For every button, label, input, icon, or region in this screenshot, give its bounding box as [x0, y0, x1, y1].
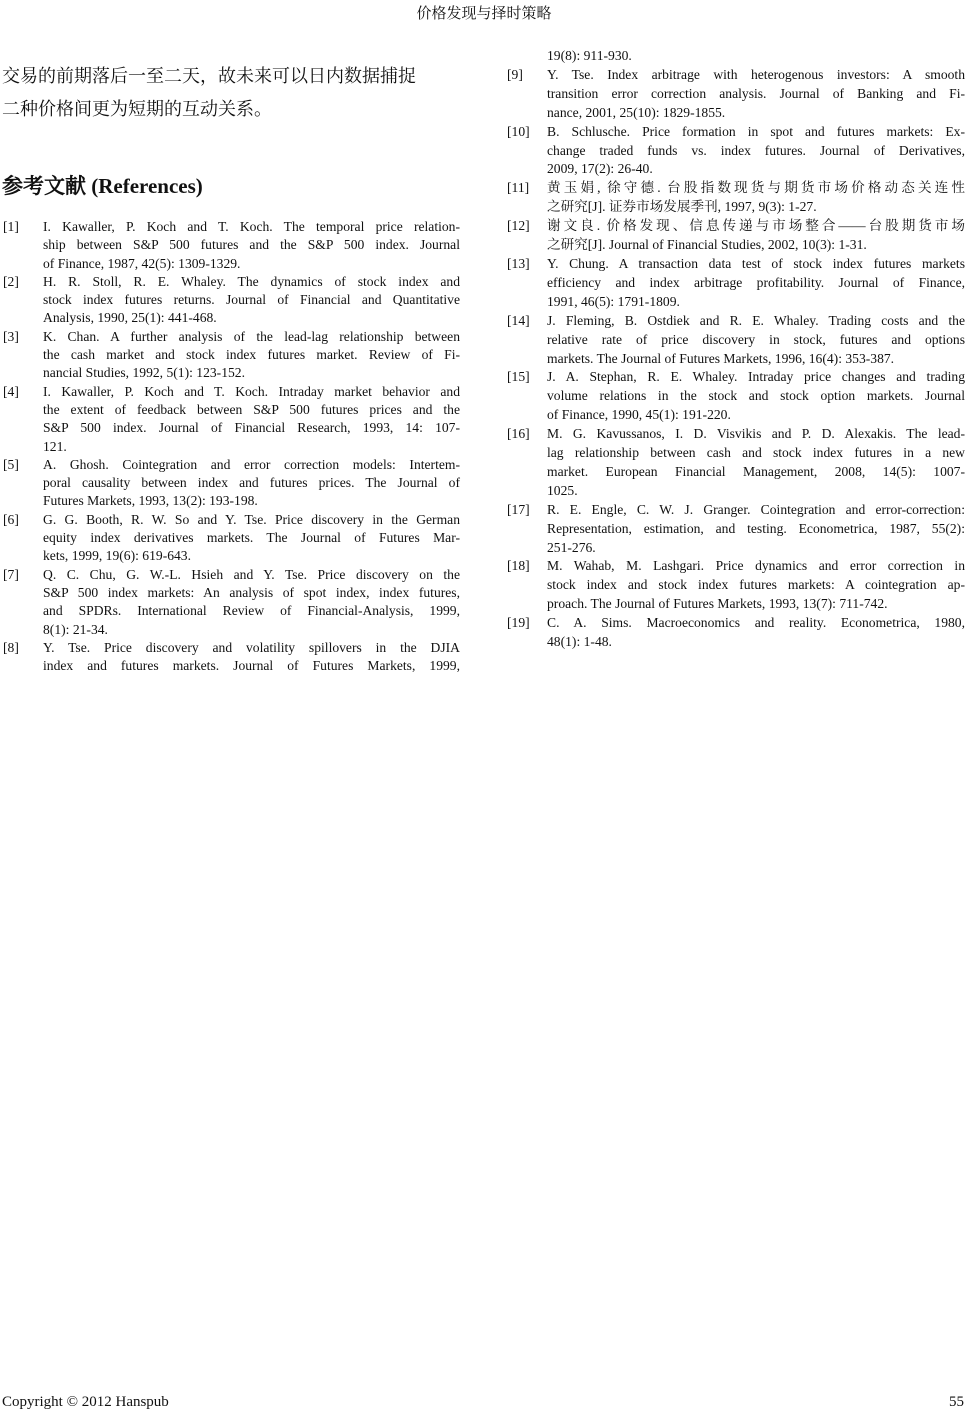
reference-number: [1] [3, 219, 19, 234]
reference-line: 19(8): 911-930. [547, 48, 632, 63]
running-header: 价格发现与择时策略 [416, 6, 552, 22]
reference-number: [8] [3, 639, 19, 655]
reference-number: [15] [507, 369, 530, 385]
reference-number: [16] [507, 426, 530, 442]
reference-number: [19] [507, 615, 530, 631]
reference-line: Futures Markets, 1993, 13(2): 193-198. [43, 493, 258, 509]
reference-line: 8(1): 21-34. [43, 621, 108, 637]
reference-number: [7] [3, 566, 19, 582]
reference-number: [4] [3, 383, 19, 399]
reference-line: B. Schlusche. Price formation in spot and futures markets: Ex- [547, 123, 965, 139]
reference-line: stock index and stock index futures markets: A cointegration ap- [547, 577, 965, 593]
reference-number: [3] [3, 328, 19, 344]
reference-line: Representation, estimation, and testing. Econometrica, 1987, 55(2): [547, 520, 965, 536]
reference-line: volume relations in the stock and stock option markets. Journal [547, 388, 965, 404]
reference-line: M. Wahab, M. Lashgari. Price dynamics and error correction in [547, 558, 965, 574]
reference-line: 2009, 17(2): 26-40. [547, 161, 653, 177]
reference-number: [14] [507, 312, 530, 328]
reference-line: of Finance, 1990, 45(1): 191-220. [547, 407, 731, 423]
reference-line: index and futures markets. Journal of Futures Markets, 1999, [43, 658, 460, 674]
reference-line: M. G. Kavussanos, I. D. Visvikis and P. D. Alexakis. The lead- [547, 426, 965, 442]
reference-line: 48(1): 1-48. [547, 634, 612, 650]
references-list-left [3, 218, 460, 675]
reference-line: 之研究[J]. 证券市场发展季刊, 1997, 9(3): 1-27. [547, 199, 817, 215]
reference-line: C. A. Sims. Macroeconomics and reality. Econometrica, 1980, [547, 615, 965, 631]
reference-line: markets. The Journal of Futures Markets, 1996, 16(4): 353-387. [547, 350, 895, 366]
reference-line: relative rate of price discovery in stock, futures and options [547, 331, 965, 347]
paragraph-line: 二种价格间更为短期的互动关系。 [2, 99, 272, 119]
footer-copyright: Copyright © 2012 Hanspub [2, 1394, 169, 1410]
references-heading: 参考文献 (References) [2, 174, 203, 198]
reference-line: change traded funds vs. index futures. Journal of Derivatives, [547, 142, 965, 158]
reference-line: and SPDRs. International Review of Financial-Analysis, 1999, [43, 603, 460, 619]
reference-line: S&P 500 index markets: An analysis of spot index, index futures, [43, 584, 460, 600]
reference-line: equity index derivatives markets. The Journal of Futures Mar- [43, 530, 460, 546]
reference-line: of Finance, 1987, 42(5): 1309-1329. [43, 255, 241, 271]
reference-line: Y. Tse. Price discovery and volatility spillovers in the DJIA [43, 639, 460, 655]
reference-item [3, 383, 460, 456]
reference-item [3, 273, 460, 328]
reference-line: 251-276. [547, 539, 596, 555]
reference-line: G. G. Booth, R. W. So and Y. Tse. Price discovery in the German [43, 511, 460, 527]
reference-number: [11] [507, 180, 530, 196]
reference-number: [12] [507, 218, 530, 234]
reference-line: A. Ghosh. Cointegration and error correction models: Intertem- [43, 456, 460, 472]
reference-item [3, 511, 460, 566]
reference-line: market. European Financial Management, 2008, 14(5): 1007- [547, 463, 965, 479]
reference-item [507, 312, 965, 369]
reference-line: Q. C. Chu, G. W.-L. Hsieh and Y. Tse. Price discovery on the [43, 566, 460, 582]
reference-number: [9] [507, 66, 523, 82]
reference-line: poral causality between index and futures prices. The Journal of [43, 475, 460, 491]
reference-number: [6] [3, 511, 19, 527]
reference-number: [18] [507, 558, 530, 574]
reference-item [507, 217, 965, 255]
reference-item [3, 639, 460, 676]
reference-line: K. Chan. A further analysis of the lead-lag relationship between [43, 328, 460, 344]
reference-line: Y. Tse. Index arbitrage with heterogenous investors: A smooth [547, 66, 965, 82]
reference-number: [17] [507, 501, 530, 517]
body-paragraph [2, 60, 462, 126]
reference-line: S&P 500 index. Journal of Financial Research, 1993, 14: 107- [43, 420, 460, 436]
reference-line: kets, 1999, 19(6): 619-643. [43, 548, 192, 564]
reference-number: [5] [3, 456, 19, 472]
reference-item [507, 66, 965, 123]
reference-item [3, 328, 460, 383]
reference-item [507, 123, 965, 180]
reference-line: nancial Studies, 1992, 5(1): 123-152. [43, 365, 245, 381]
reference-line: R. E. Engle, C. W. J. Granger. Cointegration and error-correction: [547, 501, 965, 517]
reference-item [507, 425, 965, 501]
reference-item [507, 255, 965, 312]
reference-item [507, 614, 965, 652]
references-list-right [507, 47, 965, 652]
reference-number: [2] [3, 273, 19, 289]
reference-line: proach. The Journal of Futures Markets, 1993, 13(7): 711-742. [547, 596, 888, 612]
reference-line: J. Fleming, B. Ostdiek and R. E. Whaley. Trading costs and the [547, 312, 965, 328]
reference-line: Y. Chung. A transaction data test of stock index futures markets [547, 255, 965, 271]
reference-line: efficiency and index arbitrage profitability. Journal of Finance, [547, 274, 965, 290]
reference-line: transition error correction analysis. Journal of Banking and Fi- [547, 85, 965, 101]
reference-line: 之研究[J]. Journal of Financial Studies, 2002, 10(3): 1-31. [547, 237, 867, 253]
reference-item [3, 566, 460, 639]
reference-line: 121. [43, 438, 67, 454]
reference-line: I. Kawaller, P. Koch and T. Koch. The temporal price relation- [43, 219, 460, 234]
reference-item [507, 501, 965, 558]
reference-line: ship between S&P 500 futures and the S&P 500 index. Journal [43, 237, 460, 253]
reference-line: 黄玉娟, 徐守德. 台股指数现货与期货市场价格动态关连性 [547, 180, 965, 196]
reference-line: the cash market and stock index futures market. Review of Fi- [43, 347, 460, 363]
reference-line: Analysis, 1990, 25(1): 441-468. [43, 310, 217, 326]
reference-item [3, 218, 460, 273]
reference-item [507, 179, 965, 217]
paragraph-line: 交易的前期落后一至二天，故未来可以日内数据捕捉 [2, 66, 416, 86]
reference-item [507, 47, 965, 66]
reference-line: H. R. Stoll, R. E. Whaley. The dynamics of stock index and [43, 273, 460, 289]
reference-line: 1025. [547, 482, 578, 498]
reference-number: [13] [507, 255, 530, 271]
reference-line: 谢文良. 价格发现、信息传递与市场整合——台股期货市场 [547, 218, 965, 234]
reference-line: stock index futures returns. Journal of Financial and Quantitative [43, 292, 460, 308]
reference-line: the extent of feedback between S&P 500 futures prices and the [43, 401, 460, 417]
reference-line: lag relationship between cash and stock index futures in a new [547, 445, 965, 461]
reference-line: I. Kawaller, P. Koch and T. Koch. Intraday market behavior and [43, 383, 460, 399]
reference-item [507, 368, 965, 425]
reference-number: [10] [507, 123, 530, 139]
reference-line: J. A. Stephan, R. E. Whaley. Intraday price changes and trading [547, 369, 965, 385]
reference-item [3, 456, 460, 511]
reference-item [507, 557, 965, 614]
reference-line: 1991, 46(5): 1791-1809. [547, 293, 680, 309]
reference-line: nance, 2001, 25(10): 1829-1855. [547, 104, 726, 120]
page-number: 55 [949, 1394, 964, 1410]
